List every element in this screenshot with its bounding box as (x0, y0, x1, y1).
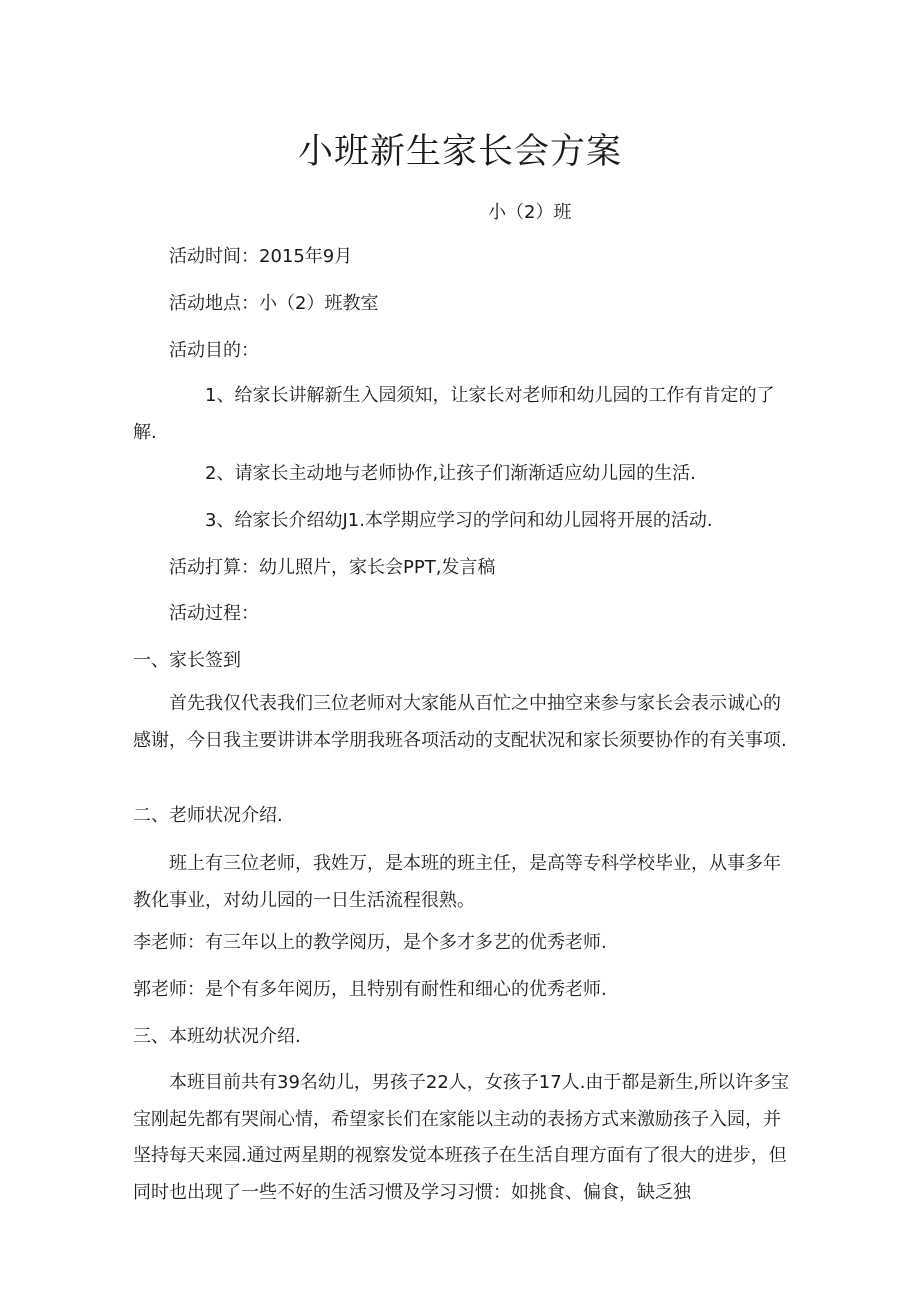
section-3-heading: 三、本班幼状况介绍. (133, 1026, 301, 1047)
activity-process-label: 活动过程： (169, 603, 259, 624)
document-title: 小班新生家长会方案 (297, 132, 622, 172)
activity-preparation: 活动打算：幼儿照片，家长会PPT,发言稿 (169, 557, 496, 578)
activity-purpose-label: 活动目的： (169, 340, 259, 361)
teacher-guo: 郭老师：是个有多年阅历，且特别有耐性和细心的优秀老师. (133, 979, 607, 1000)
purpose-item-2: 2、请家长主动地与老师协作,让孩子们渐渐适应幼儿园的生活. (205, 463, 696, 484)
section-2-heading: 二、老师状况介绍. (133, 805, 283, 826)
activity-time: 活动时间：2015年9月 (169, 246, 353, 267)
section-1-heading: 一、家长签到 (133, 650, 241, 671)
teacher-li: 李老师：有三年以上的教学阅历，是个多才多艺的优秀老师. (133, 932, 607, 953)
class-name: 小（2）班 (488, 202, 572, 223)
purpose-item-1: 1、给家长讲解新生入园须知，让家长对老师和幼儿园的工作有肯定的了解. (133, 385, 775, 443)
section-2-text: 班上有三位老师，我姓万，是本班的班主任，是高等专科学校毕业，从事多年教化事业，对幼儿园的一日生活流程很熟。 (133, 853, 781, 911)
activity-place: 活动地点：小（2）班教室 (169, 293, 379, 314)
section-1-text: 首先我仅代表我们三位老师对大家能从百忙之中抽空来参与家长会表示诚心的感谢，今日我主要讲讲本学朋我班各项活动的支配状况和家长须要协作的有关事项. (133, 693, 787, 751)
purpose-item-3: 3、给家长介绍幼J1.本学期应学习的学问和幼儿园将开展的活动. (205, 510, 713, 531)
section-3-text: 本班目前共有39名幼儿，男孩子22人，女孩子17人.由于都是新生,所以许多宝宝刚起先都有哭闹心情，希望家长们在家能以主动的表扬方式来激励孩子入园，并坚持每天来园.通过两星期的视察发觉本班孩子在生活自理方面有了很大的进步，但同时也出现了一些不好的生活习惯及学习习惯：如挑食、偏食，缺乏独 (133, 1072, 790, 1203)
